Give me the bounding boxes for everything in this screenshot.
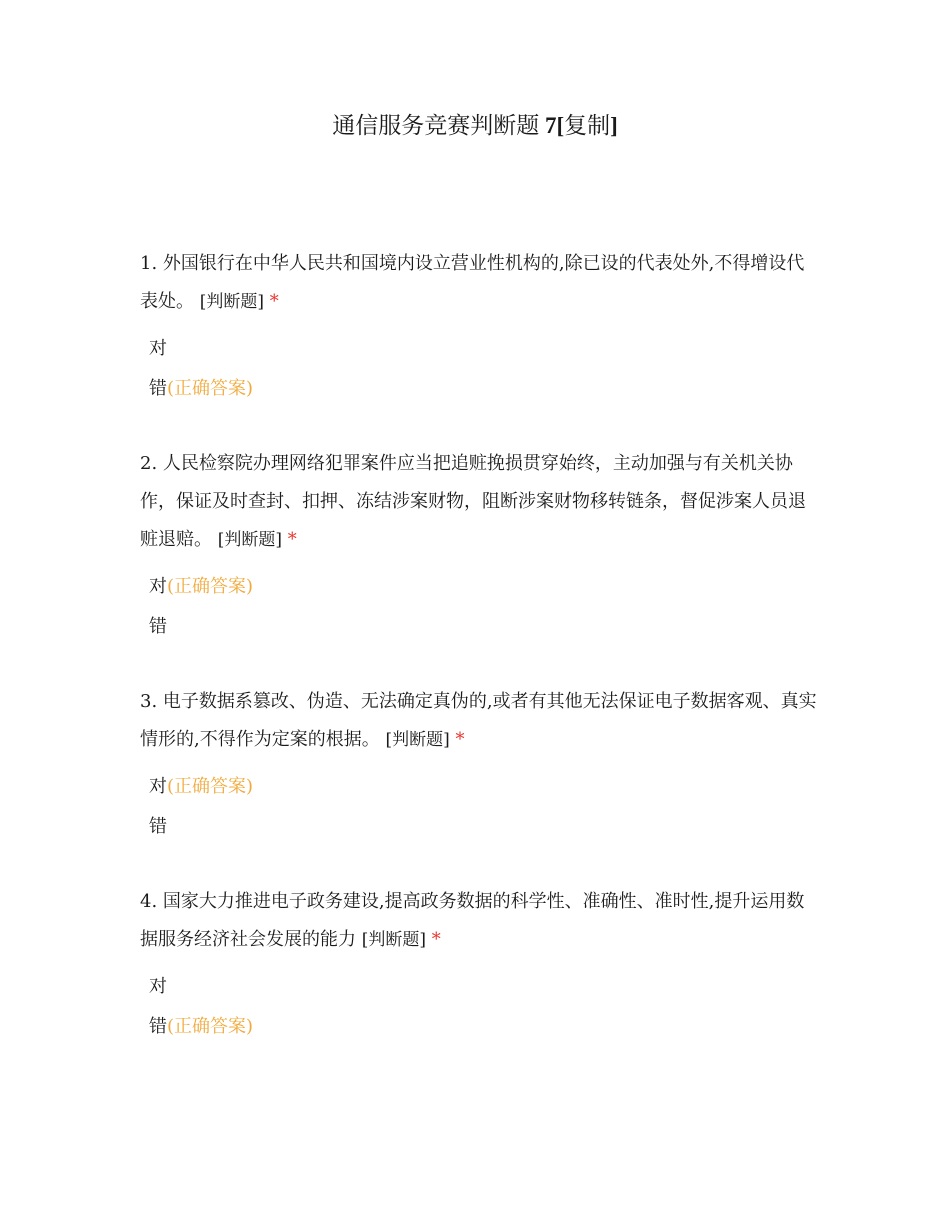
option-label: 对 [149,976,167,997]
question-2 [140,445,820,647]
question-type: [判断题] [199,292,264,312]
question-1-text [140,245,820,321]
option-label: 错 [149,816,167,837]
question-body: 外国银行在中华人民共和国境内设立营业性机构的,除已设的代表处外,不得增设代表处。 [140,253,805,312]
title-bracket-open: [ [556,113,565,138]
title-bracket-close: ] [610,113,618,138]
question-body: 国家大力推进电子政务建设,提高政务数据的科学性、准确性、准时性,提升运用数据服务经济社会发展的能力 [140,891,805,950]
question-3-options [140,767,820,847]
question-2-text [140,445,820,559]
question-body: 电子数据系篡改、伪造、无法确定真伪的,或者有其他无法保证电子数据客观、真实情形的,不得作为定案的根据。 [140,691,817,750]
required-marker: * [431,929,441,950]
option-label: 对 [149,338,167,359]
question-number: 3. [140,691,158,712]
title-main: 通信服务竞赛判断题 [332,113,540,138]
correct-answer-note: (正确答案) [167,1016,254,1037]
question-number: 2. [140,453,158,474]
option-label: 错 [149,1016,167,1037]
correct-answer-note: (正确答案) [167,378,254,399]
question-4-options [140,967,820,1047]
option-label: 错 [149,616,167,637]
option-true[interactable] [140,567,820,607]
required-marker: * [455,729,465,750]
option-false[interactable] [140,1007,820,1047]
option-false[interactable] [140,607,820,647]
title-number: 7 [544,113,557,138]
correct-answer-note: (正确答案) [167,776,254,797]
question-type: [判断题] [385,730,450,750]
question-4 [140,883,820,1047]
question-type: [判断题] [361,930,426,950]
title-copy-tag: 复制 [564,113,611,138]
required-marker: * [269,291,279,312]
question-3-text [140,683,820,759]
option-true[interactable] [140,967,820,1007]
option-false[interactable] [140,807,820,847]
question-2-options [140,567,820,647]
question-number: 1. [140,253,158,274]
correct-answer-note: (正确答案) [167,576,254,597]
question-number: 4. [140,891,158,912]
question-type: [判断题] [217,530,282,550]
question-body: 人民检察院办理网络犯罪案件应当把追赃挽损贯穿始终，主动加强与有关机关协作，保证及时查封、扣押、冻结涉案财物，阻断涉案财物移转链条，督促涉案人员退赃退赔。 [140,453,806,550]
option-false[interactable] [140,369,820,409]
option-true[interactable] [140,767,820,807]
option-label: 对 [149,776,167,797]
question-1-options [140,329,820,409]
option-true[interactable] [140,329,820,369]
question-4-text [140,883,820,959]
option-label: 对 [149,576,167,597]
option-label: 错 [149,378,167,399]
question-1 [140,245,820,409]
page-title [0,108,950,144]
question-3 [140,683,820,847]
required-marker: * [287,529,297,550]
